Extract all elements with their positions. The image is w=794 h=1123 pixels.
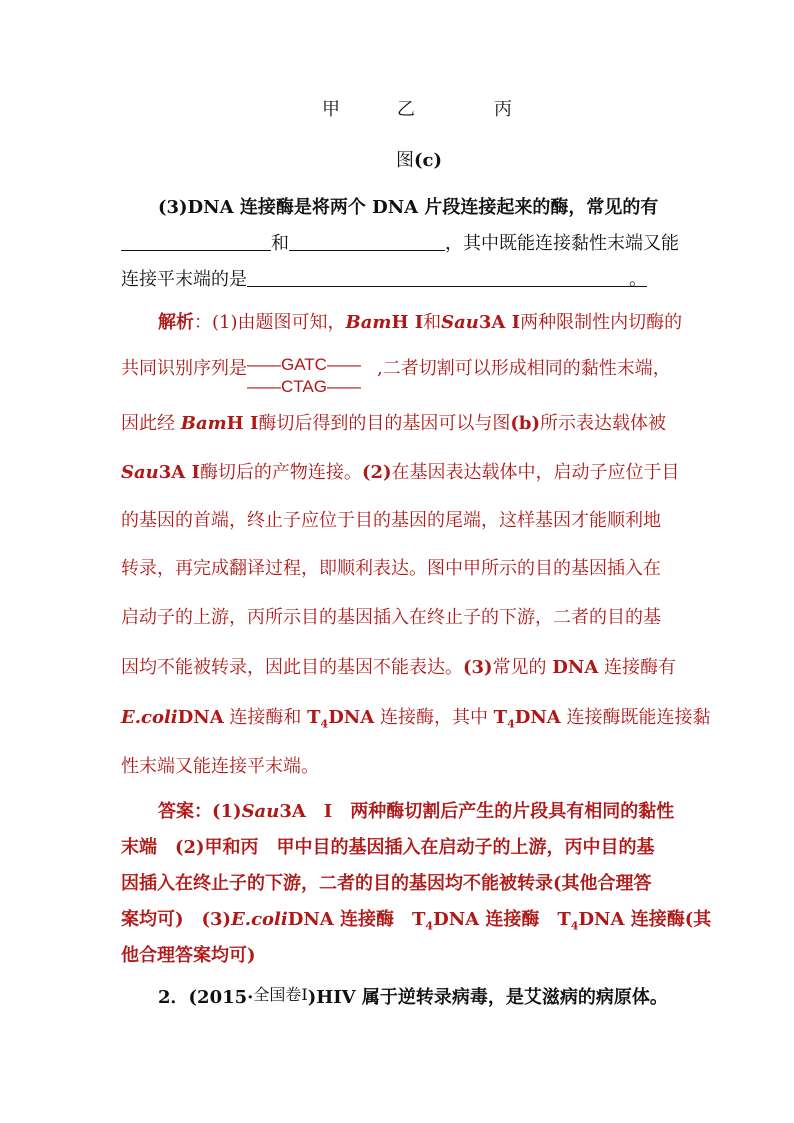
enzyme-sau: Sau bbox=[441, 312, 479, 333]
enzyme-bam-suffix: H Ⅰ bbox=[391, 312, 424, 333]
t4-term: $T_4DNA$ bbox=[493, 707, 561, 731]
analysis-line6: 转录，再完成翻译过程，即顺利表达。图中甲所示的目的基因插入在 bbox=[121, 558, 661, 579]
answer-line4 bbox=[121, 908, 711, 939]
question3-line3-start: 连接平末端的是 bbox=[121, 269, 247, 290]
enzyme-bam-suffix: H Ⅰ bbox=[226, 413, 259, 434]
analysis-line2 bbox=[121, 355, 671, 396]
t4-term: $T_4DNA$ bbox=[307, 707, 375, 731]
analysis-line4 bbox=[121, 461, 680, 485]
analysis-text: 所示表达载体被 bbox=[540, 413, 666, 434]
blank-1 bbox=[121, 232, 271, 251]
answer-colon: ： bbox=[194, 801, 212, 822]
sequence-bottom-strand: ——CTAG—— bbox=[247, 377, 361, 396]
recognition-sequence bbox=[247, 355, 377, 396]
answer-text: DNA 连接酶(其 bbox=[578, 909, 712, 930]
enzyme-sau: Sau bbox=[241, 801, 280, 822]
sequence-top-strand: ——GATC—— bbox=[247, 355, 361, 374]
figure-label-yi: 乙 bbox=[397, 99, 415, 120]
blank-2 bbox=[289, 232, 445, 251]
question3-line2 bbox=[121, 232, 679, 256]
analysis-text: 因均不能被转录，因此目的基因不能表达。 bbox=[121, 657, 463, 678]
question2-number: 2．(2015· bbox=[158, 987, 254, 1008]
analysis-line9 bbox=[121, 706, 711, 737]
figure-label-jia: 甲 bbox=[322, 99, 340, 120]
analysis-text: 连接酶和 bbox=[223, 707, 308, 728]
analysis-line8 bbox=[121, 656, 676, 680]
analysis-text: (1)由题图可知， bbox=[212, 312, 346, 333]
ecoli-term: E.coli bbox=[121, 707, 178, 728]
figure-caption-prefix: 图 bbox=[396, 150, 414, 171]
analysis-text: 在基因表达载体中，启动子应位于目 bbox=[391, 462, 680, 483]
analysis-line10: 性末端又能连接平末端。 bbox=[121, 756, 319, 777]
figure-caption bbox=[396, 149, 442, 173]
figure-caption-suffix: (c) bbox=[414, 150, 442, 171]
enzyme-bam: Bam bbox=[180, 413, 227, 434]
t4-subscript: 4 bbox=[570, 919, 579, 933]
dna-term: DNA bbox=[552, 657, 599, 678]
analysis-text: 和 bbox=[423, 312, 442, 333]
analysis-text: 连接酶，其中 bbox=[374, 707, 494, 728]
answer-line1 bbox=[158, 800, 674, 824]
enzyme-bam: Bam bbox=[345, 312, 392, 333]
analysis-text: 因此经 bbox=[121, 413, 181, 434]
question3-line1: (3)DNA 连接酶是将两个 DNA 片段连接起来的酶，常见的有 bbox=[158, 197, 659, 218]
analysis-line5: 的基因的首端，终止子应位于目的基因的尾端，这样基因才能顺利地 bbox=[121, 510, 661, 531]
question2-source: 全国卷Ⅰ bbox=[253, 985, 308, 1004]
question2-text: )HIV 属于逆转录病毒，是艾滋病的病原体。 bbox=[307, 987, 668, 1008]
answer-text: 案均可) (3) bbox=[121, 909, 232, 930]
analysis-text: 连接酶既能连接黏 bbox=[560, 707, 711, 728]
answer-text: 3A Ⅰ 两种酶切割后产生的片段具有相同的黏性 bbox=[279, 801, 675, 822]
analysis-text: 两种限制性内切酶的 bbox=[520, 312, 683, 333]
analysis-line1 bbox=[158, 311, 682, 335]
answer-text: DNA 连接酶 T bbox=[433, 909, 571, 930]
analysis-text: 酶切后的产物连接。 bbox=[199, 462, 362, 483]
answer-text: DNA 连接酶 T bbox=[287, 909, 426, 930]
enzyme-sau: Sau bbox=[121, 462, 159, 483]
blank-3 bbox=[247, 268, 647, 287]
answer-text: (1) bbox=[212, 801, 242, 822]
question3-line3-end: 。 bbox=[629, 269, 647, 290]
question3-line2-end: ，其中既能连接黏性末端又能 bbox=[445, 233, 679, 254]
question3-and: 和 bbox=[271, 233, 289, 254]
analysis-text: 共同识别序列是 bbox=[121, 358, 247, 379]
analysis-text: 酶切后得到的目的基因可以与图 bbox=[258, 413, 511, 434]
answer-line3: 因插入在终止子的下游，二者的目的基因均不能被转录(其他合理答 bbox=[121, 873, 652, 894]
analysis-text: ,二者切割可以形成相同的黏性末端， bbox=[377, 358, 671, 379]
dna-term: DNA bbox=[177, 707, 224, 728]
question2-line bbox=[158, 986, 668, 1010]
enzyme-sau-suffix: 3A Ⅰ bbox=[158, 462, 200, 483]
point-3: (3) bbox=[463, 657, 493, 678]
ecoli-term: E.coli bbox=[231, 909, 288, 930]
question3-line3 bbox=[121, 268, 647, 292]
point-2: (2) bbox=[361, 462, 392, 483]
analysis-colon: ： bbox=[194, 312, 212, 333]
analysis-text: 常见的 bbox=[492, 657, 553, 678]
analysis-label: 解析 bbox=[158, 312, 194, 333]
t4-subscript: 4 bbox=[425, 919, 434, 933]
figure-label-bing: 丙 bbox=[494, 99, 512, 120]
analysis-text: 连接酶有 bbox=[598, 657, 677, 678]
figure-ref-b: (b) bbox=[510, 413, 540, 434]
answer-label: 答案 bbox=[158, 801, 194, 822]
answer-line2: 末端 (2)甲和丙 甲中目的基因插入在启动子的上游，丙中目的基 bbox=[121, 837, 655, 858]
analysis-line7: 启动子的上游，丙所示目的基因插入在终止子的下游，二者的目的基 bbox=[121, 607, 661, 628]
analysis-line3 bbox=[121, 412, 666, 436]
enzyme-sau-suffix: 3A Ⅰ bbox=[478, 312, 521, 333]
answer-line5: 他合理答案均可) bbox=[121, 945, 256, 966]
